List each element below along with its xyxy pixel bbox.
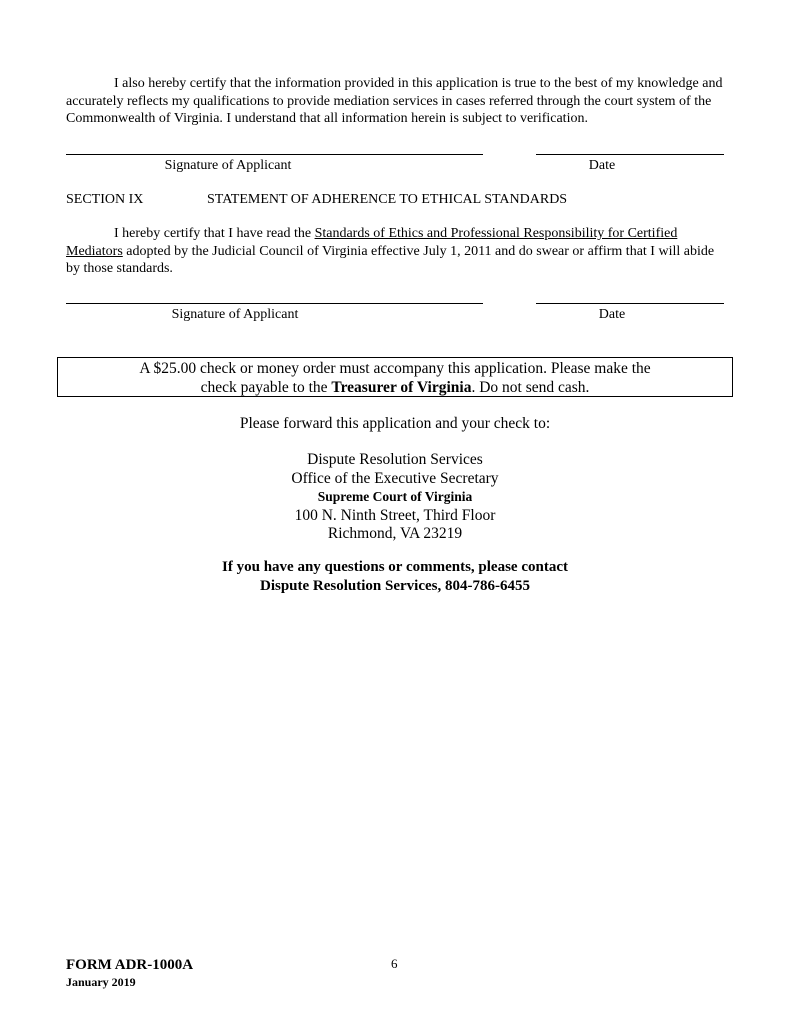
address-line-1: Dispute Resolution Services	[307, 451, 483, 468]
date-line-2[interactable]	[536, 303, 724, 304]
form-number: FORM ADR-1000A	[66, 957, 194, 973]
date-label-1: Date	[588, 158, 616, 173]
signature-label-2: Signature of Applicant	[171, 307, 299, 322]
contact-info	[0, 558, 795, 595]
payee-name: Treasurer of Virginia	[331, 379, 472, 396]
address-line-4: 100 N. Ninth Street, Third Floor	[294, 506, 496, 524]
section-title: STATEMENT OF ADHERENCE TO ETHICAL STANDARDS	[207, 192, 568, 207]
fee-notice-line2: check payable to the Treasurer of Virginia. Do not send cash.	[200, 379, 590, 396]
address-line-2: Office of the Executive Secretary	[291, 469, 499, 487]
ethics-paragraph	[66, 225, 730, 278]
mailing-address	[0, 451, 795, 544]
date-line-1[interactable]	[536, 154, 724, 155]
date-label-2: Date	[598, 307, 626, 322]
signature-label-1: Signature of Applicant	[164, 158, 292, 173]
address-line-3: Supreme Court of Virginia	[317, 489, 473, 504]
signature-line-1[interactable]	[66, 154, 483, 155]
fee-notice-line1: A $25.00 check or money order must accompany this application. Please make the	[139, 360, 651, 377]
section-number: SECTION IX	[66, 192, 144, 207]
forward-instruction: Please forward this application and your check to:	[239, 415, 551, 432]
certification-paragraph	[66, 75, 730, 128]
ethics-text-before: I hereby certify that I have read the	[114, 226, 315, 241]
contact-line-2: Dispute Resolution Services, 804-786-6455	[260, 577, 530, 594]
ethics-text-after: adopted by the Judicial Council of Virginia effective July 1, 2011 and do swear or affirm that I will abide by those standards.	[66, 243, 715, 276]
certification-text: I also hereby certify that the information provided in this application is true to the best of my knowledge and accurately reflects my qualifications to provide mediation services in cases referred through the court system of the Commonwealth of Virginia. I understand that all information herein is subject to verification.	[66, 76, 723, 126]
standards-title: Standards of Ethics and Professional Responsibility for Certified Mediators	[66, 226, 678, 259]
page-number: 6	[391, 956, 398, 971]
contact-line-1: If you have any questions or comments, please contact	[222, 559, 568, 575]
fee-notice-box	[57, 357, 733, 397]
form-date: January 2019	[66, 975, 136, 989]
address-line-5: Richmond, VA 23219	[327, 525, 463, 542]
signature-line-2[interactable]	[66, 303, 483, 304]
